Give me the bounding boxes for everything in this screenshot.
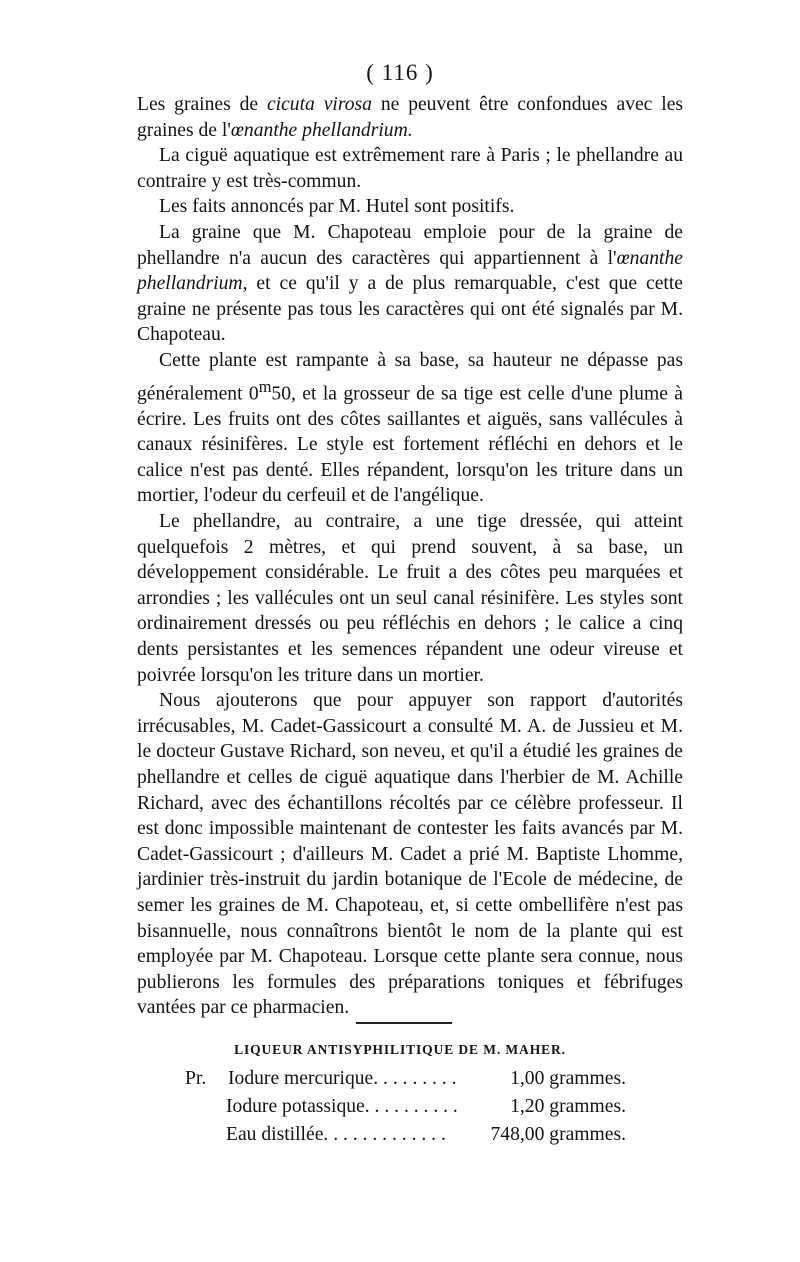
- paragraph-p4: La graine que M. Chapoteau emploie pour de la graine de phellandre n'a aucun des caractères qui appartiennent à l'œnanthe phellandrium, et ce qu'il y a de plus remarquable, c'est que cette graine ne présente pas tous les caractères qui ont été signalés par M. Chapoteau.: [137, 221, 683, 346]
- formula-row: [0, 1068, 800, 1092]
- ingredient-quantity: 1,20 grammes.: [510, 1096, 626, 1117]
- paragraph-p3: Les faits annoncés par M. Hutel sont positifs.: [159, 196, 515, 218]
- paragraph-p6: Le phellandre, au contraire, a une tige dressée, qui atteint quelquefois 2 mètres, et qui prend souvent, à sa base, un développement considérable. Le fruit a des côtes peu marquées et arrondies ; les vallécules ont un seul canal résinifère. Les styles sont ordinairement dressés ou peu réfléchis en dehors ; le calice a cinq dents persistantes et les semences répandent une odeur vireuse et poivrée lorsqu'on les triture dans un mortier.: [137, 511, 683, 686]
- ingredient-quantity: 1,00 grammes.: [510, 1068, 626, 1089]
- ingredient-name: Iodure mercurique. . . . . . . . .: [228, 1068, 457, 1089]
- paragraph-p7: Nous ajouterons que pour appuyer son rapport d'autorités irrécusables, M. Cadet-Gassicourt a consulté M. A. de Jussieu et M. le docteur Gustave Richard, son neveu, et qu'il a étudié les graines de phellandre et celles de ciguë aquatique dans l'herbier de M. Achille Richard, avec des échantillons récoltés par ce célèbre professeur. Il est donc impossible maintenant de contester les faits avancés par M. Cadet-Gassicourt ; d'ailleurs M. Cadet a prié M. Baptiste Lhomme, jardinier très-instruit du jardin botanique de l'Ecole de médecine, de semer les graines de M. Chapoteau, et, si cette ombellifère n'est pas bisannuelle, nous connaîtrons bientôt le nom de la plante qui est employée par M. Chapoteau. Lorsque cette plante sera connue, nous publierons les formules des préparations toniques et fébrifuges vantées par ce pharmacien.: [137, 690, 683, 1019]
- formula-row: [0, 1096, 800, 1120]
- formula-prefix: Pr.: [185, 1068, 207, 1089]
- body-text: [137, 92, 683, 1021]
- paragraph-p2: La ciguë aquatique est extrêmement rare à Paris ; le phellandre au contraire y est très-commun.: [137, 145, 683, 192]
- formula-title: LIQUEUR ANTISYPHILITIQUE DE M. MAHER.: [234, 1042, 566, 1057]
- section-divider: [356, 1022, 452, 1024]
- paragraph-p1: Les graines de cicuta virosa ne peuvent être confondues avec les graines de l'œnanthe phellandrium.: [137, 94, 684, 141]
- formula-row: [0, 1124, 800, 1148]
- ingredient-quantity: 748,00 grammes.: [490, 1124, 626, 1145]
- ingredient-name: Iodure potassique. . . . . . . . . .: [226, 1096, 458, 1117]
- page-number: ( 116 ): [366, 60, 434, 85]
- paragraph-p5: Cette plante est rampante à sa base, sa hauteur ne dépasse pas généralement 0$^m$50, et la grosseur de sa tige est celle d'une plume à écrire. Les fruits ont des côtes saillantes et aiguës, sans vallécules à canaux résinifères. Le style est fortement réfléchi en dehors et le calice n'est pas denté. Elles répandent, lorsqu'on les triture dans un mortier, l'odeur du cerfeuil et de l'angélique.: [137, 349, 683, 507]
- ingredient-name: Eau distillée. . . . . . . . . . . . .: [226, 1124, 446, 1145]
